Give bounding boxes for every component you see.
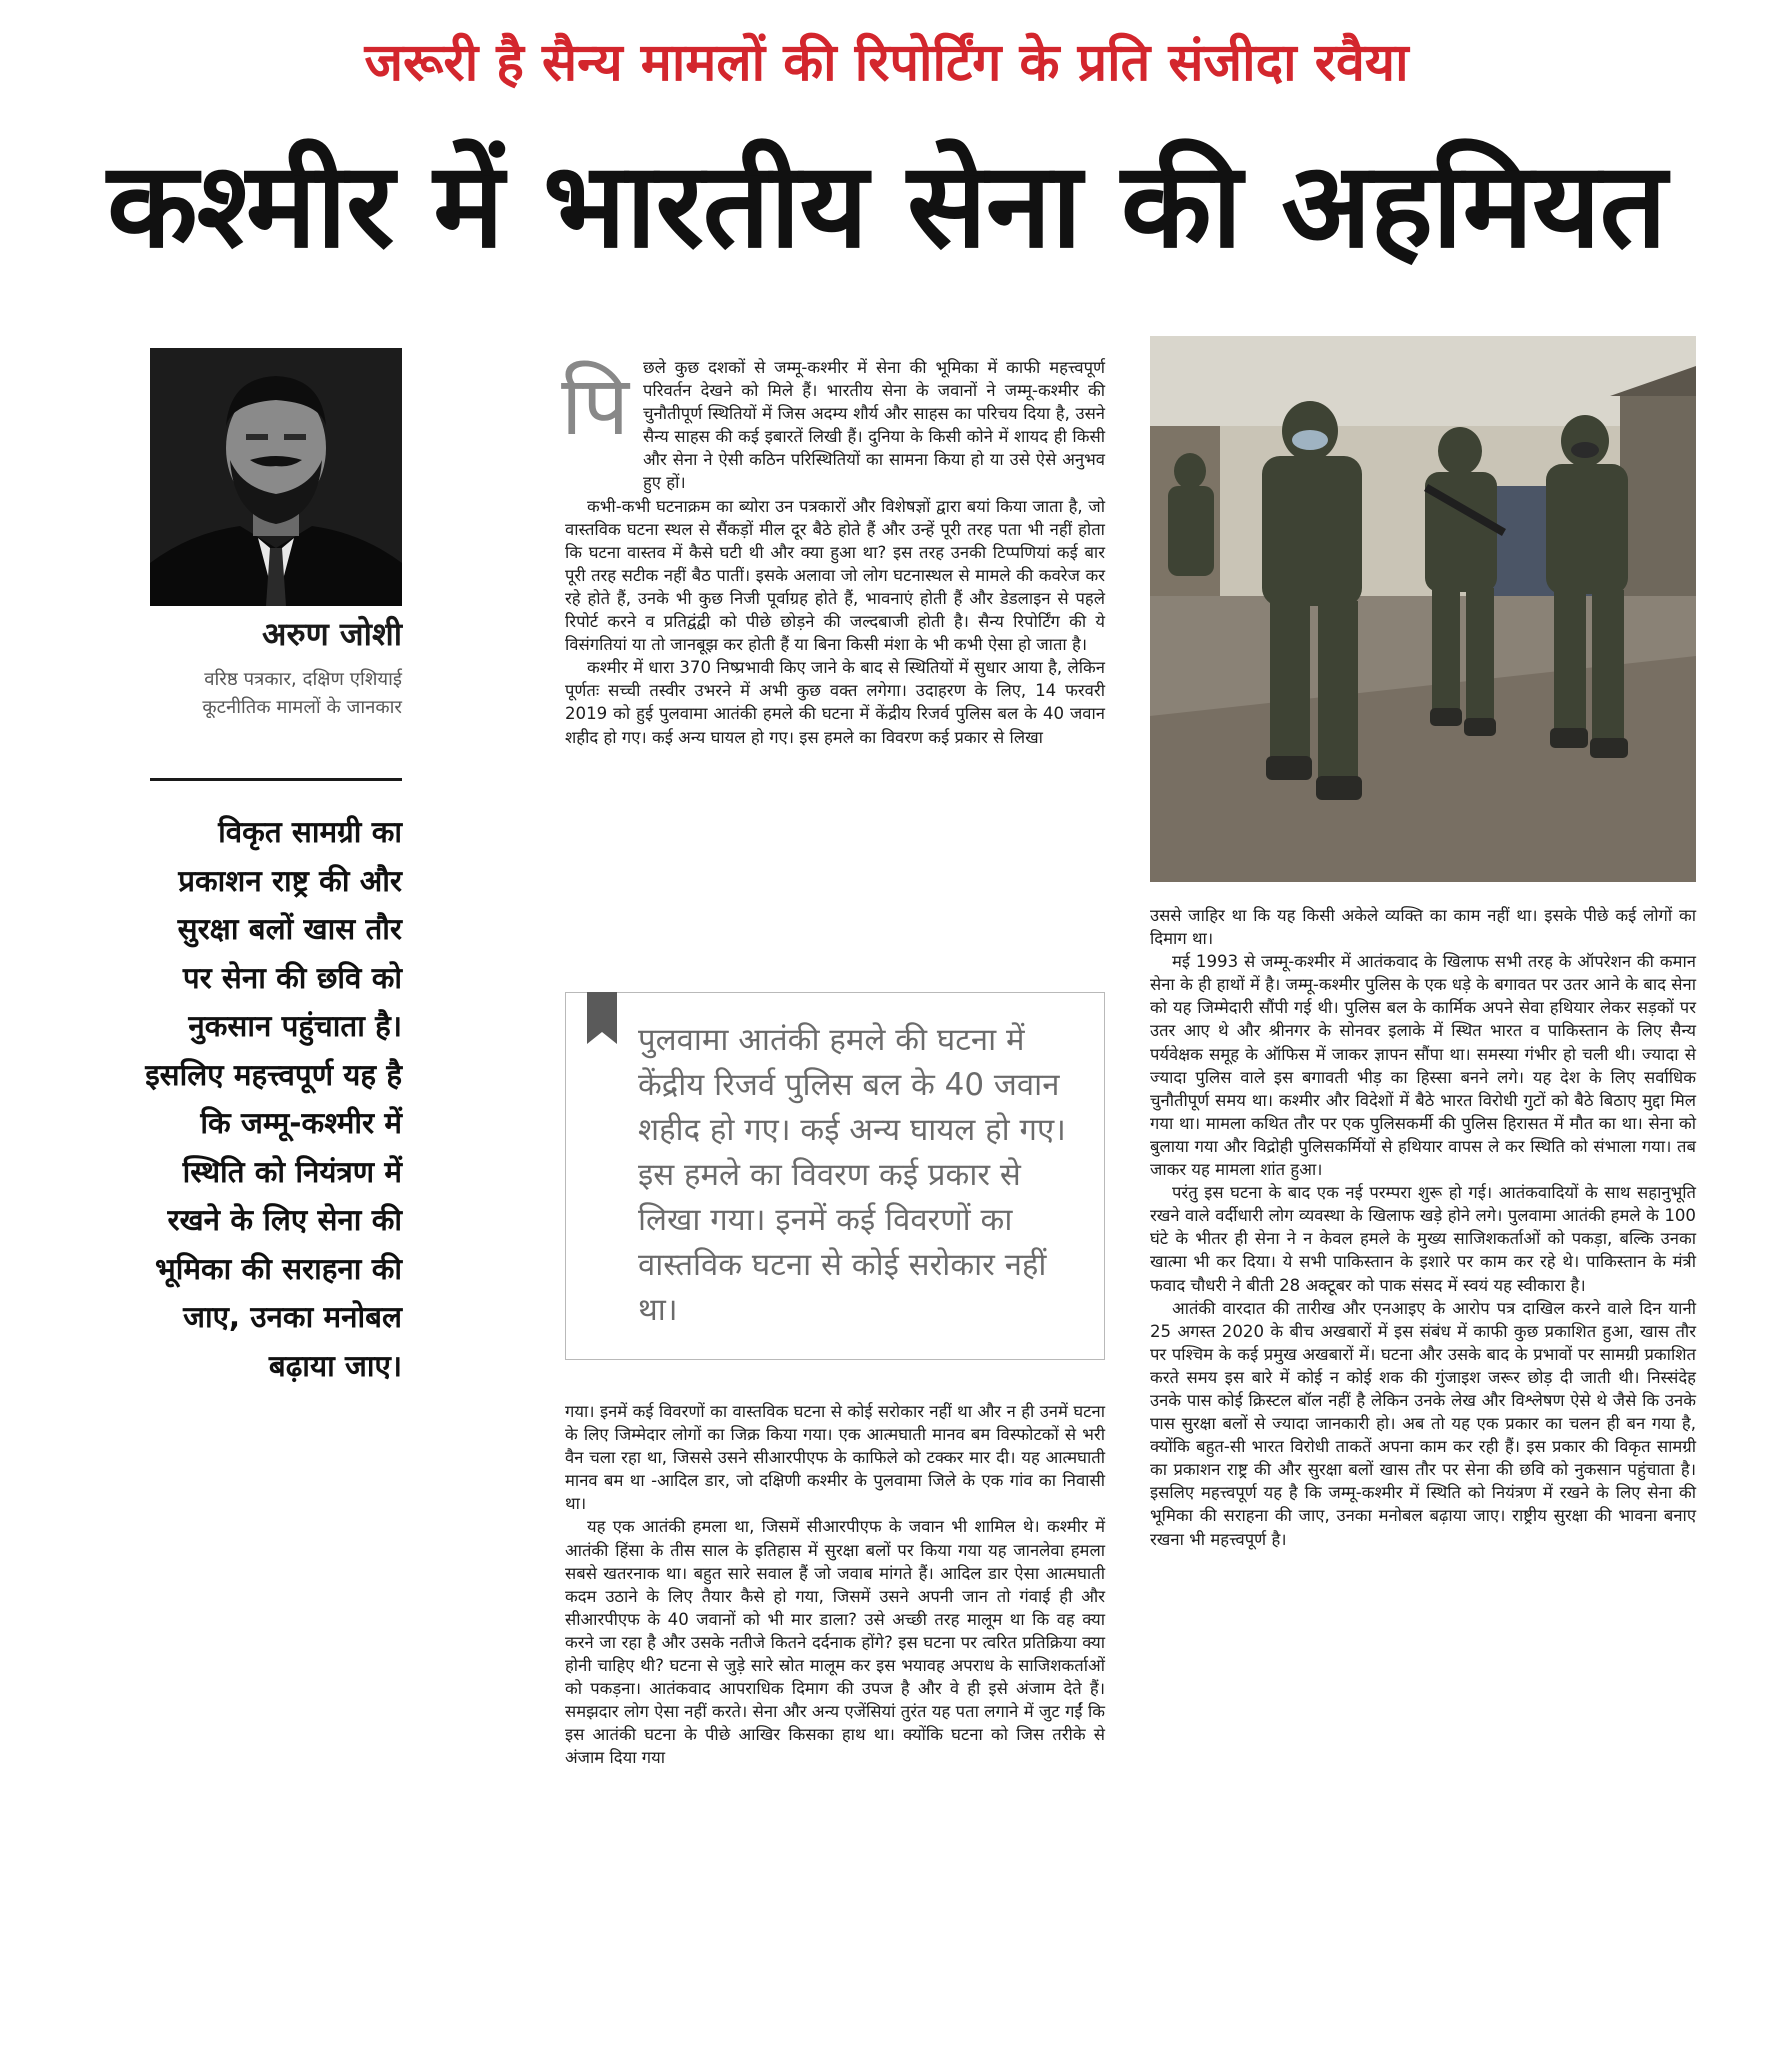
article-paragraph: आतंकी वारदात की तारीख और एनआइए के आरोप पत्र दाखिल करने वाले दिन यानी 25 अगस्त 2020 के बीच अखबारों में इस संबंध में काफी कुछ प्रकाशित हुआ, खास तौर पर पश्चिम के कई प्रमुख अखबारों में। घटना और उसके बाद के प्रभावों पर सामग्री प्रकाशित करते समय इस बारे में कोई न कोई शक की गुंजाइश जरूर छोड़ दी जाती थी। निस्संदेह उनके पास कोई क्रिस्टल बॉल नहीं है लेकिन उनके लेख और विश्लेषण ऐसे थे जैसे कि उनके पास सुरक्षा बलों से ज्यादा जानकारी हो। अब तो यह एक प्रकार का चलन ही बन गया है, क्योंकि बहुत-सी भारत विरोधी ताकतें अपना काम कर रही हैं। इस प्रकार की विकृत सामग्री का प्रकाशन राष्ट्र की और सुरक्षा बलों खास तौर पर सेना की छवि को नुकसान पहुंचाता है। इसलिए महत्त्वपूर्ण यह है कि जम्मू-कश्मीर में स्थिति को नियंत्रण में रखने के लिए सेना की भूमिका की सराहना की जाए, उनका मनोबल बढ़ाया जाए। राष्ट्रीय सुरक्षा की भावना बनाए रखना भी महत्त्वपूर्ण है। [1150, 1298, 1696, 1549]
article-paragraph: गया। इनमें कई विवरणों का वास्तविक घटना से कोई सरोकार नहीं था और न ही उनमें घटना के लिए जिम्मेदार लोगों का जिक्र किया गया। एक आत्मघाती मानव बम विस्फोटकों से भरी वैन चला रहा था, जिससे उसने सीआरपीएफ के काफिले को टक्कर मार दी। यह आत्मघाती मानव बम था -आदिल डार, जो दक्षिणी कश्मीर के पुलवामा जिले के एक गांव का निवासी था। [565, 1402, 1105, 1514]
author-desc-line-1: वरिष्ठ पत्रकार, दक्षिण एशियाई [204, 669, 402, 690]
bookmark-icon [587, 992, 617, 1044]
article-column-1-top [565, 356, 1105, 749]
article-column-2 [1150, 904, 1696, 1551]
drop-cap: पि [561, 359, 629, 454]
kicker-headline: जरूरी है सैन्य मामलों की रिपोर्टिंग के प्रति संजीदा रवैया [364, 33, 1409, 93]
article-paragraph: छले कुछ दशकों से जम्मू-कश्मीर में सेना की भूमिका में काफी महत्त्वपूर्ण परिवर्तन देखने को मिले हैं। भारतीय सेना के जवानों ने जम्मू-कश्मीर की चुनौतीपूर्ण स्थितियों में जिस अदम्य शौर्य और साहस का परिचय दिया है, उसने सैन्य साहस की कई इबारतें लिखी हैं। दुनिया के किसी कोने में शायद ही किसी और सेना ने ऐसी कठिन परिस्थितियों का सामना किया हो या उसे ऐसे अनुभव हुए हों। [643, 358, 1105, 493]
soldiers-illustration [1150, 336, 1696, 882]
author-name: अरुण जोशी [262, 615, 402, 653]
main-headline: कश्मीर में भारतीय सेना की अहमियत [107, 136, 1666, 274]
article-paragraph: कश्मीर में धारा 370 निष्प्रभावी किए जाने के बाद से स्थितियों में सुधार आया है, लेकिन पूर्णतः सच्ची तस्वीर उभरने में अभी कुछ वक्त लगेगा। उदाहरण के लिए, 14 फरवरी 2019 को हुई पुलवामा आतंकी हमले की घटना में केंद्रीय रिजर्व पुलिस बल के 40 जवान शहीद हो गए। कई अन्य घायल हो गए। इस हमले का विवरण कई प्रकार से लिखा [565, 658, 1105, 747]
author-portrait-drawing [150, 348, 402, 606]
sidebar-pull-quote: विकृत सामग्री का प्रकाशन राष्ट्र की और सुरक्षा बलों खास तौर पर सेना की छवि को नुकसान पहुंचाता है। इसलिए महत्त्वपूर्ण यह है कि जम्मू-कश्मीर में स्थिति को नियंत्रण में रखने के लिए सेना की भूमिका की सराहना की जाए, उनका मनोबल बढ़ाया जाए। [145, 815, 402, 1383]
article-paragraph: परंतु इस घटना के बाद एक नई परम्परा शुरू हो गई। आतंकवादियों के साथ सहानुभूति रखने वाले वर्दीधारी लोग व्यवस्था के खिलाफ खड़े होने लगे। पुलवामा आतंकी हमले के 100 घंटे के भीतर ही सेना ने न केवल हमले के मुख्य साजिशकर्ताओं को पकड़ा, बल्कि उनका खात्मा भी कर दिया। ये सभी पाकिस्तान के इशारे पर काम कर रहे थे। पाकिस्तान के मंत्री फवाद चौधरी ने बीती 28 अक्टूबर को पाक संसद में स्वयं यह स्वीकारा है। [1150, 1183, 1696, 1295]
army-patrol-photo [1150, 336, 1696, 882]
article-paragraph: मई 1993 से जम्मू-कश्मीर में आतंकवाद के खिलाफ सभी तरह के ऑपरेशन की कमान सेना के ही हाथों में है। जम्मू-कश्मीर पुलिस के एक धड़े के बगावत पर उतर आने के बाद सेना को यह जिम्मेदारी सौंपी गई थी। पुलिस बल के कार्मिक अपने सेवा हथियार लेकर सड़कों पर उतर आए थे और श्रीनगर के सोनवर इलाके में स्थित भारत व पाकिस्तान के लिए सैन्य पर्यवेक्षक समूह के ऑफिस में जाकर ज्ञापन सौंपा था। समस्या गंभीर हो चली थी। ज्यादा से ज्यादा पुलिस वाले इस बगावती भीड़ का हिस्सा बनने लगे। यह देश के लिए सर्वाधिक चुनौतीपूर्ण समय था। कश्मीर और विदेशों में बैठे भारत विरोधी गुटों को बैठे बिठाए मुद्दा मिल गया था। मामला कथित तौर पर एक पुलिसकर्मी की पुलिस हिरासत में मौत का था। सेना को बुलाया गया और विद्रोही पुलिसकर्मियों से हथियार वापस ले कर स्थिति को संभाला गया। तब जाकर यह मामला शांत हुआ। [1150, 952, 1696, 1180]
article-paragraph: यह एक आतंकी हमला था, जिसमें सीआरपीएफ के जवान भी शामिल थे। कश्मीर में आतंकी हिंसा के तीस साल के इतिहास में सुरक्षा बलों पर किया गया यह जानलेवा हमला सबसे खतरनाक था। बहुत सारे सवाल हैं जो जवाब मांगते हैं। आदिल डार ऐसा आत्मघाती कदम उठाने के लिए तैयार कैसे हो गया, जिसमें उसने अपनी जान तो गंवाई ही और सीआरपीएफ के 40 जवानों को भी मार डाला? उसे अच्छी तरह मालूम था कि वह क्या करने जा रहा है और उसके नतीजे कितने दर्दनाक होंगे? इस घटना पर त्वरित प्रतिक्रिया क्या होनी चाहिए थी? घटना से जुड़े सारे स्रोत मालूम कर इस भयावह अपराध के साजिशकर्ताओं को पकड़ना। आतंकवाद आपराधिक दिमाग की उपज है और वे ही इसे अंजाम देते हैं। समझदार लोग ऐसा नहीं करते। सेना और अन्य एजेंसियां तुरंत यह पता लगाने में जुट गईं कि इस आतंकी घटना के पीछे आखिर किसका हाथ था। क्योंकि घटना को जिस तरीके से अंजाम दिया गया [565, 1517, 1105, 1768]
article-column-1-bottom [565, 1400, 1105, 1770]
pull-quote-text: पुलवामा आतंकी हमले की घटना में केंद्रीय रिजर्व पुलिस बल के 40 जवान शहीद हो गए। कई अन्य घायल हो गए। इस हमले का विवरण कई प्रकार से लिखा गया। इनमें कई विवरणों का वास्तविक घटना से कोई सरोकार नहीं था। [638, 1022, 1066, 1328]
author-photo [150, 348, 402, 606]
author-description [140, 666, 402, 722]
article-paragraph: कभी-कभी घटनाक्रम का ब्योरा उन पत्रकारों और विशेषज्ञों द्वारा बयां किया जाता है, जो वास्तविक घटना स्थल से सैंकड़ों मील दूर बैठे होते हैं और उन्हें पूरी तरह पता भी नहीं होता कि घटना वास्तव में कैसे घटी थी और क्या हुआ था? इस तरह उनकी टिप्पणियां कई बार पूरी तरह सटीक नहीं बैठ पातीं। इसके अलावा जो लोग घटनास्थल से मामले की कवरेज कर रहे होते हैं, उनके भी कुछ निजी पूर्वाग्रह होते हैं, भावनाएं होती हैं और डेडलाइन से पहले रिपोर्ट करने व प्रतिद्वंद्वी को पीछे छोड़ने की जल्दबाजी होती है। सैन्य रिपोर्टिंग की ये विसंगतियां या तो जानबूझ कर होती हैं या बिना किसी मंशा के भी कभी ऐसा हो जाता है। [565, 496, 1105, 655]
article-paragraph: उससे जाहिर था कि यह किसी अकेले व्यक्ति का काम नहीं था। इसके पीछे कई लोगों का दिमाग था। [1150, 906, 1696, 949]
author-desc-line-2: कूटनीतिक मामलों के जानकार [202, 697, 402, 718]
sidebar-divider [150, 778, 402, 781]
